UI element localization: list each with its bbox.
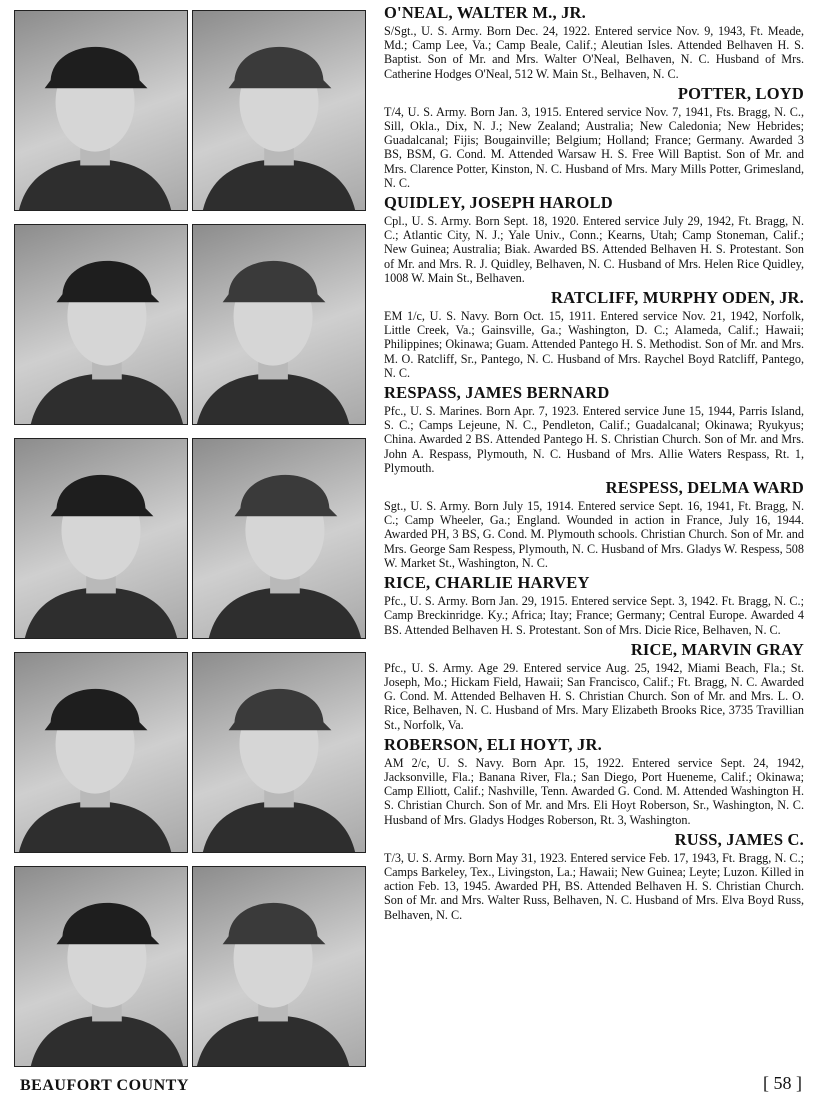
- service-record-list: [384, 3, 804, 925]
- portrait-photo: [14, 652, 188, 853]
- service-record-entry: [384, 3, 804, 81]
- soldier-name: O'NEAL, WALTER M., JR.: [384, 3, 586, 22]
- portrait-silhouette: [15, 867, 187, 1066]
- portrait-silhouette: [193, 225, 365, 424]
- soldier-bio: AM 2/c, U. S. Navy. Born Apr. 15, 1922. Entered service Sept. 24, 1942, Jacksonville, Fla.; Banana River, Fla.; San Diego, Port Hueneme, Calif.; Okinawa; Camp Elliott, Calif.; Nashville, Tenn. Awarded G. Cond. M. Attended Washington H. S. Christian Church. Son of Mr. and Mrs. Eli Hoyt Roberson, Sr., Washington, N. C. Husband of Mrs. Gladys Hodges Roberson, Rt. 3, Washington.: [384, 755, 804, 827]
- soldier-name: QUIDLEY, JOSEPH HAROLD: [384, 193, 613, 213]
- portrait-silhouette: [193, 11, 365, 210]
- soldier-name: RATCLIFF, MURPHY ODEN, JR.: [550, 288, 804, 308]
- soldier-bio: T/4, U. S. Army. Born Jan. 3, 1915. Entered service Nov. 7, 1941, Fts. Bragg, N. C., Sill, Okla., Dix, N. J.; New Zealand; Australia; New Caledonia; New Hebrides; Guadalcanal; Fijis; Bougainville; Belgium; Holland; France; Germany. Awarded 3 BS, BSM, G. Cond. M. Attended Warsaw H. S. Free Will Baptist. Son of Mr. and Mrs. Clarence Potter, Kinston, N. C. Husband of Mrs. Mary Mills Potter, Grimesland, N. C.: [384, 104, 804, 190]
- service-record-entry: [384, 84, 804, 190]
- portrait-photo: [14, 438, 188, 639]
- portrait-photo: [192, 652, 366, 853]
- soldier-name: RICE, MARVIN GRAY: [630, 639, 804, 659]
- service-record-entry: [384, 478, 804, 570]
- portrait-silhouette: [15, 11, 187, 210]
- soldier-name: RESPASS, JAMES BERNARD: [384, 383, 610, 403]
- portrait-silhouette: [15, 225, 187, 424]
- portrait-photo: [14, 10, 188, 211]
- portrait-photo: [192, 866, 366, 1067]
- soldier-bio: T/3, U. S. Army. Born May 31, 1923. Entered service Feb. 17, 1943, Ft. Bragg, N. C.; Camps Barkeley, Tex., Livingston, La.; Hawaii; New Guinea; Leyte; Luzon. Killed in action Feb. 13, 1945. Awarded PH, BS. Attended Belhaven H. S. Christian Church. Son of Mr. and Mrs. Walter Russ, Belhaven, N. C. Husband of Mrs. Elva Boyd Russ, Belhaven, N. C.: [384, 850, 804, 922]
- service-record-entry: [384, 288, 804, 380]
- soldier-name: POTTER, LOYD: [677, 83, 804, 103]
- portrait-grid: [14, 10, 366, 1068]
- portrait-silhouette: [15, 439, 187, 638]
- soldier-name: RICE, CHARLIE HARVEY: [384, 573, 590, 593]
- portrait-silhouette: [15, 653, 187, 852]
- portrait-silhouette: [193, 439, 365, 638]
- service-record-entry: [384, 640, 804, 732]
- service-record-entry: [384, 830, 804, 922]
- county-label: BEAUFORT COUNTY: [20, 1077, 189, 1094]
- service-record-entry: [384, 573, 804, 637]
- soldier-bio: Sgt., U. S. Army. Born July 15, 1914. Entered service Sept. 16, 1941, Ft. Bragg, N. C.; Camp Wheeler, Ga.; England. Wounded in action in France, July 16, 1944. Awarded PH, 3 BS, G. Cond. M. Plymouth schools. Christian Church. Son of Mr. and Mrs. George Sam Respess, Plymouth, N. C. Husband of Mrs. Gladys W. Respess, 508 W. Market St., Washington, N. C.: [384, 499, 804, 570]
- portrait-photo: [192, 438, 366, 639]
- portrait-photo: [192, 224, 366, 425]
- portrait-photo: [14, 866, 188, 1067]
- portrait-photo: [14, 224, 188, 425]
- portrait-silhouette: [193, 653, 365, 852]
- soldier-name: ROBERSON, ELI HOYT, JR.: [384, 734, 602, 754]
- soldier-name: RUSS, JAMES C.: [674, 829, 804, 849]
- page-number: [ 58 ]: [763, 1073, 802, 1093]
- portrait-photo: [192, 10, 366, 211]
- service-record-entry: [384, 735, 804, 827]
- service-record-entry: [384, 193, 804, 285]
- soldier-name: RESPESS, DELMA WARD: [605, 478, 804, 498]
- soldier-bio: Pfc., U. S. Army. Age 29. Entered service Aug. 25, 1942, Miami Beach, Fla.; St. Joseph, Mo.; Hickam Field, Hawaii; San Francisco, Calif.; Ft. Bragg, N. C. Awarded G. Cond. M. Attended Belhaven H. S. Christian Church. Son of Mr. and Mrs. L. O. Rice, Belhaven, N. C. Husband of Mrs. Mary Elizabeth Brooks Rice, 3735 Travillian St., Norfolk, Va.: [384, 660, 804, 732]
- soldier-bio: Pfc., U. S. Army. Born Jan. 29, 1915. Entered service Sept. 3, 1942. Ft. Bragg, N. C.; Camp Breckinridge. Ky.; Africa; Itay; France; Germany; Central Europe. Awarded 4 BS. Attended Belhaven H. S. Protestant. Son of Mrs. Dicie Rice, Belhaven, N. C.: [384, 594, 804, 637]
- soldier-bio: EM 1/c, U. S. Navy. Born Oct. 15, 1911. Entered service Nov. 21, 1942, Norfolk, Little Creek, Va.; Gainsville, Ga.; Washington, D. C.; Alameda, Calif.; Hawaii; Philippines; Okinawa; Guam. Attended Pantego H. S. Methodist. Son of Mr. and Mrs. M. O. Ratcliff, Sr., Pantego, N. C. Husband of Mrs. Raychel Boyd Ratcliff, Pantego, N. C.: [384, 309, 804, 380]
- portrait-silhouette: [193, 867, 365, 1066]
- service-record-entry: [384, 383, 804, 475]
- soldier-bio: S/Sgt., U. S. Army. Born Dec. 24, 1922. Entered service Nov. 9, 1943, Ft. Meade, Md.; Camp Lee, Va.; Camp Beale, Calif.; Aleutian Isles. Attended Belhaven H. S. Baptist. Son of Mr. and Mrs. Walter O'Neal, Belhaven, N. C. Husband of Mrs. Catherine Hodges O'Neal, 512 W. Main St., Belhaven, N. C.: [384, 24, 804, 81]
- soldier-bio: Cpl., U. S. Army. Born Sept. 18, 1920. Entered service July 29, 1942, Ft. Bragg, N. C.; Atlantic City, N. J.; Yale Univ., Conn.; Kearns, Utah; Camp Stoneman, Calif.; New Guinea; Australia; Biak. Awarded BS. Attended Belhaven H. S. Protestant. Son of Mr. and Mrs. R. J. Quidley, Belhaven, N. C. Husband of Mrs. Helen Rice Quidley, 1008 W. Main St., Belhaven.: [384, 214, 804, 285]
- soldier-bio: Pfc., U. S. Marines. Born Apr. 7, 1923. Entered service June 15, 1944, Parris Island, S. C.; Camps Lejeune, N. C., Pendleton, Calif.; Guadalcanal; Okinawa; Ryukyus; China. Awarded 2 BS. Attended Pantego H. S. Christian Church. Son of Mr. and Mrs. John A. Respass, Plymouth, N. C. Husband of Mrs. Allie Waters Respass, Rt. 1, Plymouth.: [384, 404, 804, 475]
